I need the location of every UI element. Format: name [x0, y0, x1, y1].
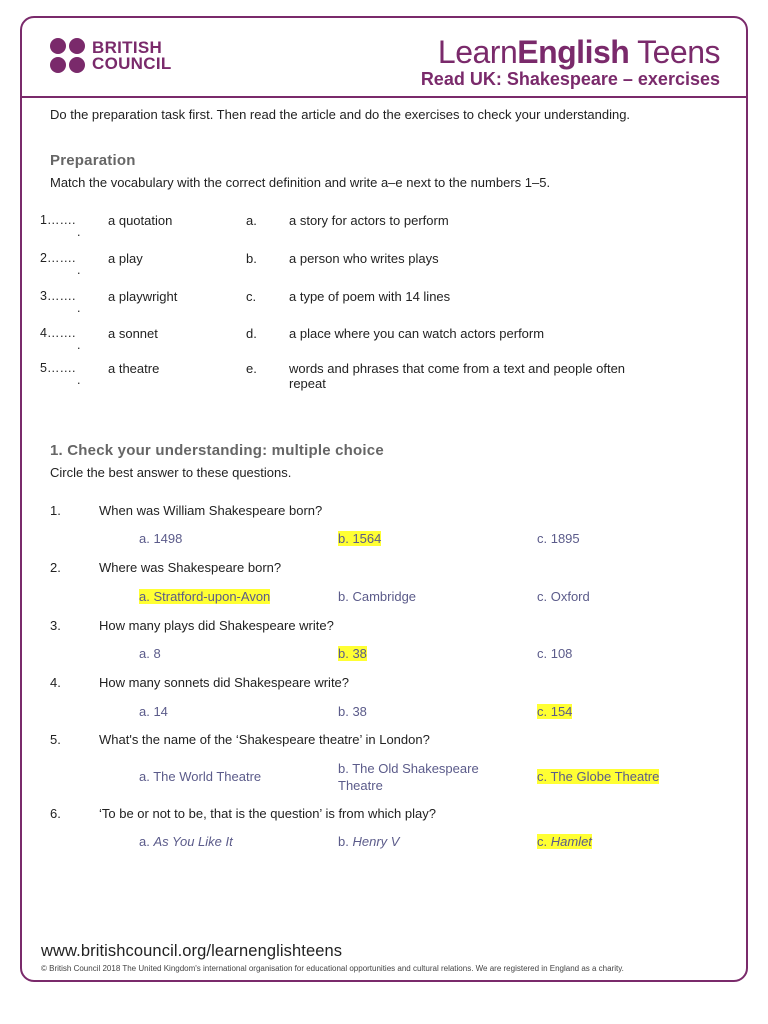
definition-text: a type of poem with 14 lines	[289, 289, 451, 304]
logo-dots-icon	[50, 38, 85, 73]
logo-line1: BRITISH	[92, 37, 163, 57]
definition-text: a story for actors to perform	[289, 213, 449, 228]
definition-text: a place where you can watch actors perform	[289, 326, 545, 341]
logo-line2: COUNCIL	[92, 53, 172, 73]
question-text: ‘To be or not to be, that is the question’ is from which play?	[99, 806, 436, 821]
answer-option-c[interactable]: c. Oxford	[537, 589, 590, 604]
question-text: What's the name of the ‘Shakespeare theatre’ in London?	[99, 732, 430, 747]
vocab-word: a quotation	[108, 213, 173, 228]
definition-letter: d.	[246, 326, 257, 341]
answer-option-c[interactable]: c. 1895	[537, 531, 580, 546]
answer-option-c[interactable]: c. 154	[537, 704, 573, 719]
answer-option-a[interactable]: a. As You Like It	[139, 834, 233, 849]
answer-option-a[interactable]: a. The World Theatre	[139, 769, 262, 784]
mc-instruction: Circle the best answer to these questions.	[50, 465, 292, 480]
question-text: Where was Shakespeare born?	[99, 560, 282, 575]
footer-url[interactable]: www.britishcouncil.org/learnenglishteens	[41, 942, 343, 960]
british-council-logo	[50, 38, 172, 73]
answer-option-a[interactable]: a. 1498	[139, 531, 183, 546]
footer-copyright: © British Council 2018 The United Kingdom's international organisation for educational opportunities and cultural relations. We are registered in England as a charity.	[41, 964, 624, 973]
definition-text: a person who writes plays	[289, 251, 439, 266]
question-number: 2.	[50, 560, 61, 575]
header-divider	[20, 96, 748, 98]
question-number: 6.	[50, 806, 61, 821]
vocab-blank[interactable]: 4……. .	[40, 326, 81, 352]
definition-letter: e.	[246, 361, 257, 376]
vocab-blank[interactable]: 3……. .	[40, 289, 81, 315]
answer-option-a[interactable]: a. 8	[139, 646, 161, 661]
answer-option-c[interactable]: c. The Globe Theatre	[537, 769, 660, 784]
answer-option-a[interactable]: a. 14	[139, 704, 168, 719]
question-text: When was William Shakespeare born?	[99, 503, 323, 518]
vocab-word: a play	[108, 251, 143, 266]
answer-option-b[interactable]: b. Cambridge	[338, 589, 417, 604]
mc-title: 1. Check your understanding: multiple choice	[50, 442, 384, 459]
answer-option-b-cont[interactable]: Theatre	[338, 778, 383, 793]
page-title: Read UK: Shakespeare – exercises	[420, 69, 720, 89]
definition-letter: b.	[246, 251, 257, 266]
answer-option-b[interactable]: b. 38	[338, 646, 367, 661]
vocab-word: a sonnet	[108, 326, 158, 341]
question-number: 3.	[50, 618, 61, 633]
answer-option-a[interactable]: a. Stratford-upon-Avon	[139, 589, 271, 604]
answer-option-b[interactable]: b. 1564	[338, 531, 382, 546]
question-number: 4.	[50, 675, 61, 690]
preparation-instruction: Match the vocabulary with the correct definition and write a–e next to the numbers 1–5.	[50, 175, 551, 190]
vocab-word: a playwright	[108, 289, 178, 304]
answer-option-b[interactable]: b. The Old Shakespeare	[338, 761, 479, 776]
question-text: How many sonnets did Shakespeare write?	[99, 675, 350, 690]
answer-option-c[interactable]: c. Hamlet	[537, 834, 592, 849]
vocab-blank[interactable]: 5……. .	[40, 361, 81, 387]
answer-option-b[interactable]: b. Henry V	[338, 834, 400, 849]
question-text: How many plays did Shakespeare write?	[99, 618, 334, 633]
vocab-blank[interactable]: 1……. .	[40, 213, 81, 239]
definition-text-cont: repeat	[289, 376, 326, 391]
question-number: 5.	[50, 732, 61, 747]
vocab-blank[interactable]: 2……. .	[40, 251, 81, 277]
answer-option-c[interactable]: c. 108	[537, 646, 573, 661]
intro-text: Do the preparation task first. Then read the article and do the exercises to check your understanding.	[50, 107, 631, 122]
definition-text: words and phrases that come from a text and people often	[289, 361, 626, 376]
preparation-title: Preparation	[50, 152, 136, 169]
definition-letter: a.	[246, 213, 257, 228]
answer-option-b[interactable]: b. 38	[338, 704, 367, 719]
learnenglish-teens-brand: LearnEnglish Teens	[437, 34, 720, 70]
vocab-word: a theatre	[108, 361, 160, 376]
question-number: 1.	[50, 503, 61, 518]
definition-letter: c.	[246, 289, 257, 304]
